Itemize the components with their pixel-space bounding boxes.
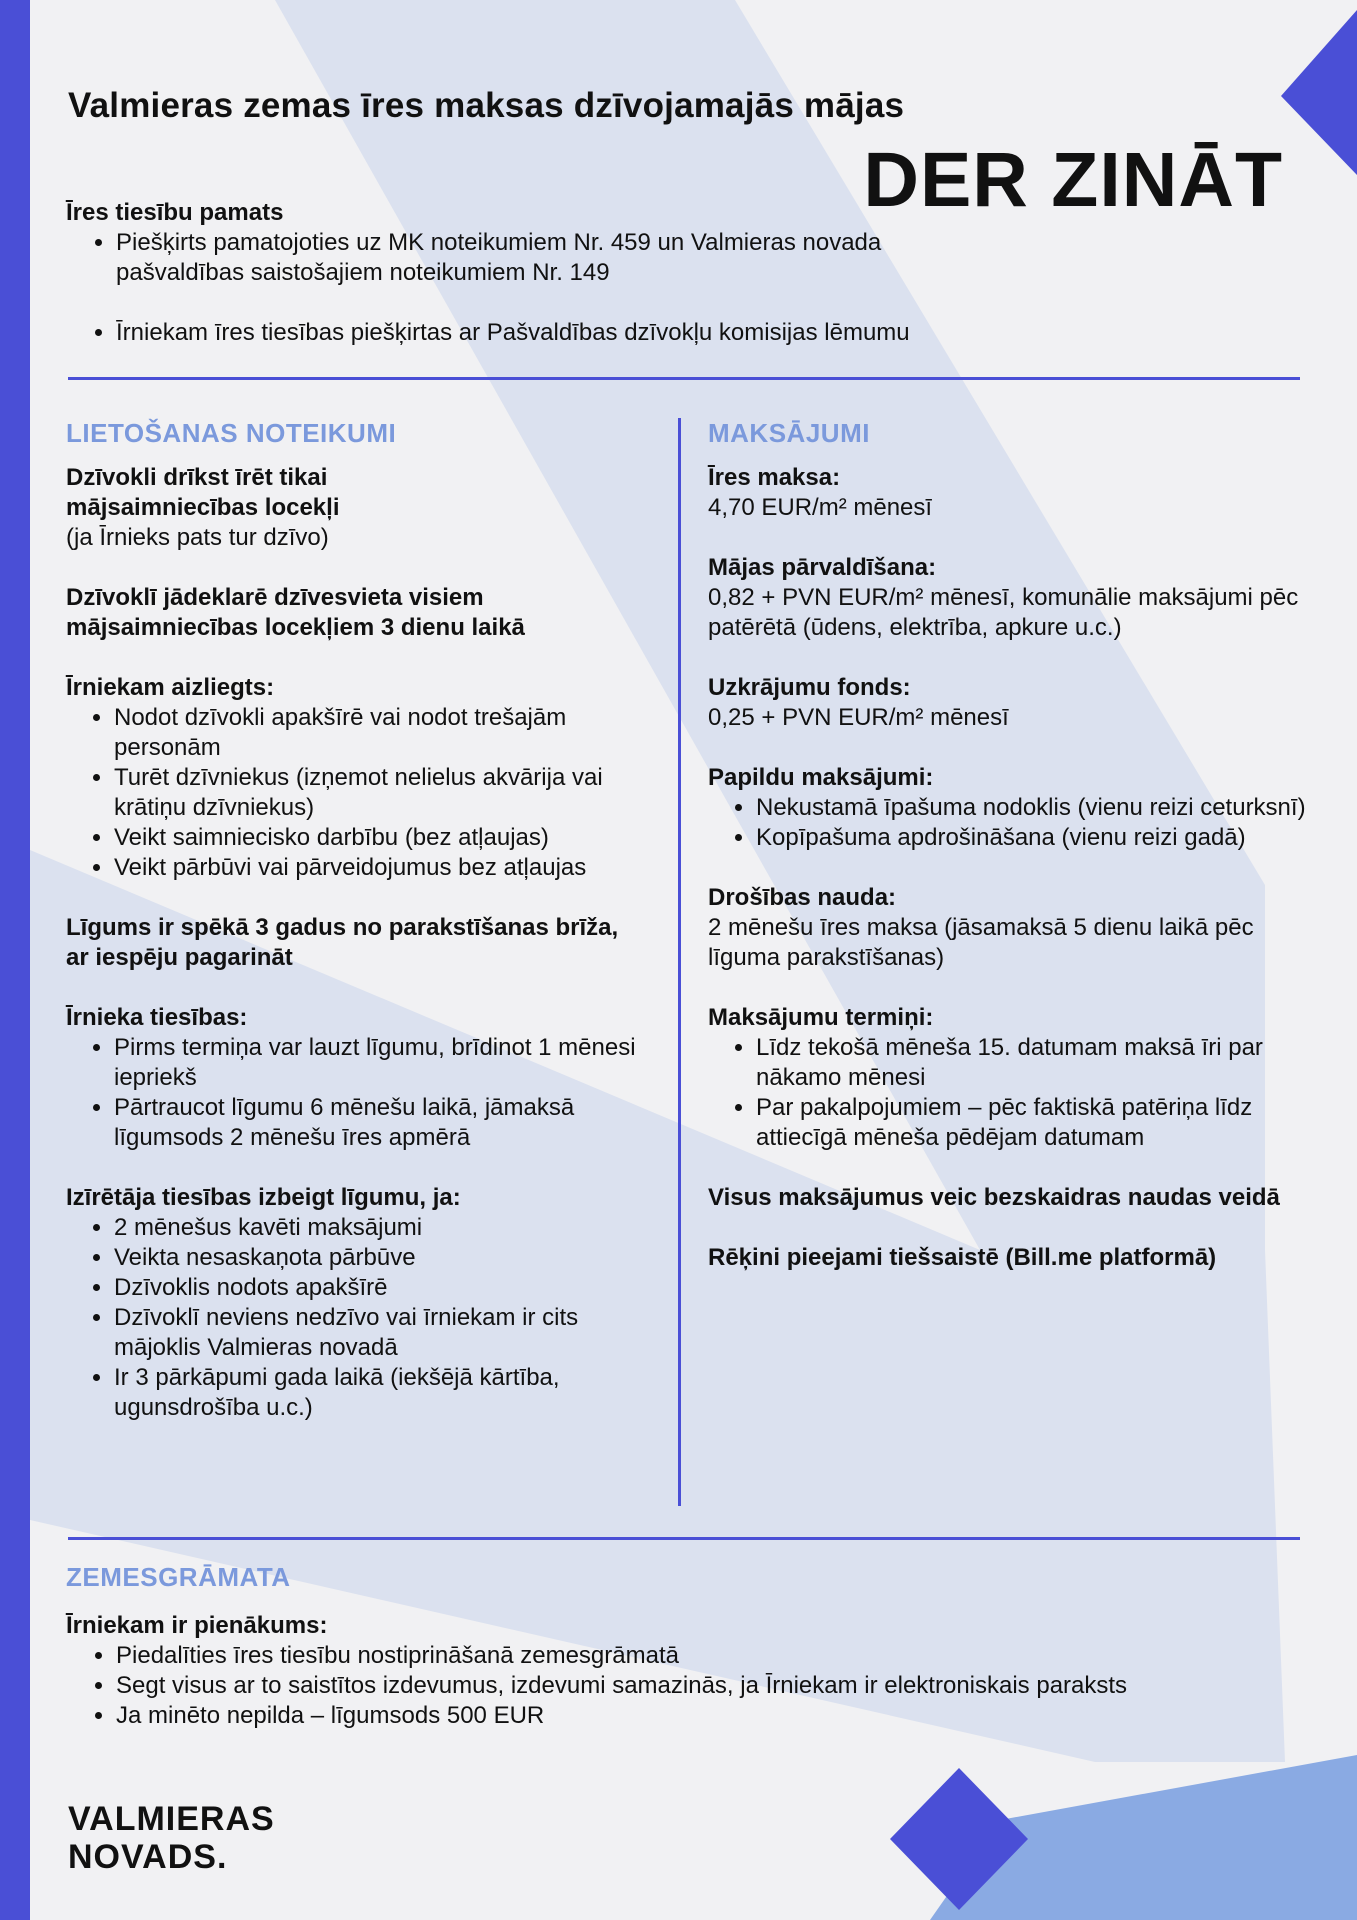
rent-heading: Īres maksa: bbox=[708, 464, 841, 491]
basis-section bbox=[66, 198, 1046, 348]
list-item: • Piedalīties īres tiesību nostiprināšanā zemesgrāmatā bbox=[116, 1641, 1306, 1671]
list-item: • Turēt dzīvniekus (izņemot nelielus akvārija vai krātiņu dzīvniekus) bbox=[114, 763, 666, 823]
page-title: Valmieras zemas īres maksas dzīvojamajās mājas bbox=[68, 86, 905, 125]
terms-heading: Maksājumu termiņi: bbox=[708, 1004, 934, 1031]
list-item: • 2 mēnešus kavēti maksājumi bbox=[114, 1213, 666, 1243]
list-item: • Nekustamā īpašuma nodoklis (vienu reizi ceturksnī) bbox=[756, 793, 1313, 823]
valmieras-novads-logo bbox=[68, 1800, 275, 1876]
rent-value: 4,70 EUR/m² mēnesī bbox=[708, 494, 933, 521]
top-right-diamond bbox=[1281, 10, 1357, 175]
list-item: • Līdz tekošā mēneša 15. datumam maksā īri par nākamo mēnesi bbox=[756, 1033, 1313, 1093]
extra-heading: Papildu maksājumi: bbox=[708, 764, 934, 791]
list-item: • Veikt pārbūvi vai pārveidojumus bez atļaujas bbox=[114, 853, 666, 883]
fund-value: 0,25 + PVN EUR/m² mēnesī bbox=[708, 704, 1009, 731]
bottom-divider bbox=[68, 1537, 1300, 1540]
list-item: • Par pakalpojumiem – pēc faktiskā patēriņa līdz attiecīgā mēneša pēdējam datumam bbox=[756, 1093, 1313, 1153]
management-heading: Mājas pārvaldīšana: bbox=[708, 554, 937, 581]
rights-block bbox=[66, 1003, 666, 1153]
contract-text: Līgums ir spēkā 3 gadus no parakstīšanas brīža, ar iespēju pagarināt bbox=[66, 914, 619, 971]
management-block bbox=[708, 553, 1313, 643]
list-item: • Dzīvoklī neviens nedzīvo vai īrniekam ir cits mājoklis Valmieras novadā bbox=[114, 1303, 666, 1363]
landlord-heading: Izīrētāja tiesības izbeigt līgumu, ja: bbox=[66, 1184, 461, 1211]
basis-item: • Īrniekam īres tiesības piešķirtas ar Pašvaldības dzīvokļu komisijas lēmumu bbox=[116, 318, 1046, 348]
column-divider bbox=[678, 418, 681, 1506]
land-section bbox=[66, 1562, 1306, 1731]
usage-column bbox=[66, 418, 666, 1453]
list-item: • Pirms termiņa var lauzt līgumu, brīdinot 1 mēnesi iepriekš bbox=[114, 1033, 666, 1093]
top-divider bbox=[68, 377, 1300, 380]
landlord-list bbox=[66, 1213, 666, 1423]
rule-household bbox=[66, 463, 666, 553]
list-item: • Pārtraucot līgumu 6 mēnešu laikā, jāmaksā līgumsods 2 mēnešu īres apmērā bbox=[114, 1093, 666, 1153]
payments-column bbox=[708, 418, 1313, 1303]
deposit-heading: Drošības nauda: bbox=[708, 884, 897, 911]
rent-block bbox=[708, 463, 1313, 523]
terms-list bbox=[708, 1033, 1313, 1153]
online-text: Rēķini pieejami tiešsaistē (Bill.me platformā) bbox=[708, 1244, 1217, 1271]
fund-block bbox=[708, 673, 1313, 733]
list-item: • Segt visus ar to saistītos izdevumus, izdevumi samazinās, ja Īrniekam ir elektroniskais paraksts bbox=[116, 1671, 1306, 1701]
forbidden-heading: Īrniekam aizliegts: bbox=[66, 674, 275, 701]
forbidden-block bbox=[66, 673, 666, 883]
left-accent-bar bbox=[0, 0, 30, 1920]
deposit-block bbox=[708, 883, 1313, 973]
rights-heading: Īrnieka tiesības: bbox=[66, 1004, 248, 1031]
der-zinat-badge: DER ZINĀT bbox=[863, 137, 1283, 223]
usage-title: LIETOŠANAS NOTEIKUMI bbox=[66, 418, 397, 448]
list-item: • Kopīpašuma apdrošināšana (vienu reizi gadā) bbox=[756, 823, 1313, 853]
rule2-text: Dzīvoklī jādeklarē dzīvesvieta visiem mājsaimniecības locekļiem 3 dienu laikā bbox=[66, 584, 525, 641]
logo-line: NOVADS. bbox=[68, 1838, 228, 1876]
terms-block bbox=[708, 1003, 1313, 1153]
list-item: • Dzīvoklis nodots apakšīrē bbox=[114, 1273, 666, 1303]
list-item: • Nodot dzīvokli apakšīrē vai nodot trešajām personām bbox=[114, 703, 666, 763]
basis-heading: Īres tiesību pamats bbox=[66, 199, 284, 226]
extra-list bbox=[708, 793, 1313, 853]
basis-item: • Piešķirts pamatojoties uz MK noteikumiem Nr. 459 un Valmieras novada pašvaldības saistošajiem noteikumiem Nr. 149 bbox=[116, 228, 896, 288]
management-value: 0,82 + PVN EUR/m² mēnesī, komunālie maksājumi pēc patērētā (ūdens, elektrība, apkure u.c.) bbox=[708, 584, 1299, 641]
list-item: • Veikta nesaskaņota pārbūve bbox=[114, 1243, 666, 1273]
basis-list bbox=[66, 228, 1046, 348]
fund-heading: Uzkrājumu fonds: bbox=[708, 674, 911, 701]
list-item: • Ja minēto nepilda – līgumsods 500 EUR bbox=[116, 1701, 1306, 1731]
extra-block bbox=[708, 763, 1313, 853]
rights-list bbox=[66, 1033, 666, 1153]
deposit-value: 2 mēnešu īres maksa (jāsamaksā 5 dienu laikā pēc līguma parakstīšanas) bbox=[708, 914, 1254, 971]
landlord-block bbox=[66, 1183, 666, 1423]
logo-line: VALMIERAS bbox=[68, 1800, 275, 1838]
rule1-text: Dzīvokli drīkst īrēt tikai mājsaimniecības locekļi bbox=[66, 464, 340, 521]
land-list bbox=[66, 1641, 1306, 1731]
land-heading: Īrniekam ir pienākums: bbox=[66, 1612, 328, 1639]
list-item: • Veikt saimniecisko darbību (bez atļaujas) bbox=[114, 823, 666, 853]
payments-title: MAKSĀJUMI bbox=[708, 418, 870, 448]
list-item: • Ir 3 pārkāpumi gada laikā (iekšējā kārtība, ugunsdrošība u.c.) bbox=[114, 1363, 666, 1423]
forbidden-list bbox=[66, 703, 666, 883]
rule1-note: (ja Īrnieks pats tur dzīvo) bbox=[66, 524, 329, 551]
cashless-text: Visus maksājumus veic bezskaidras naudas veidā bbox=[708, 1184, 1280, 1211]
land-title: ZEMESGRĀMATA bbox=[66, 1562, 291, 1592]
